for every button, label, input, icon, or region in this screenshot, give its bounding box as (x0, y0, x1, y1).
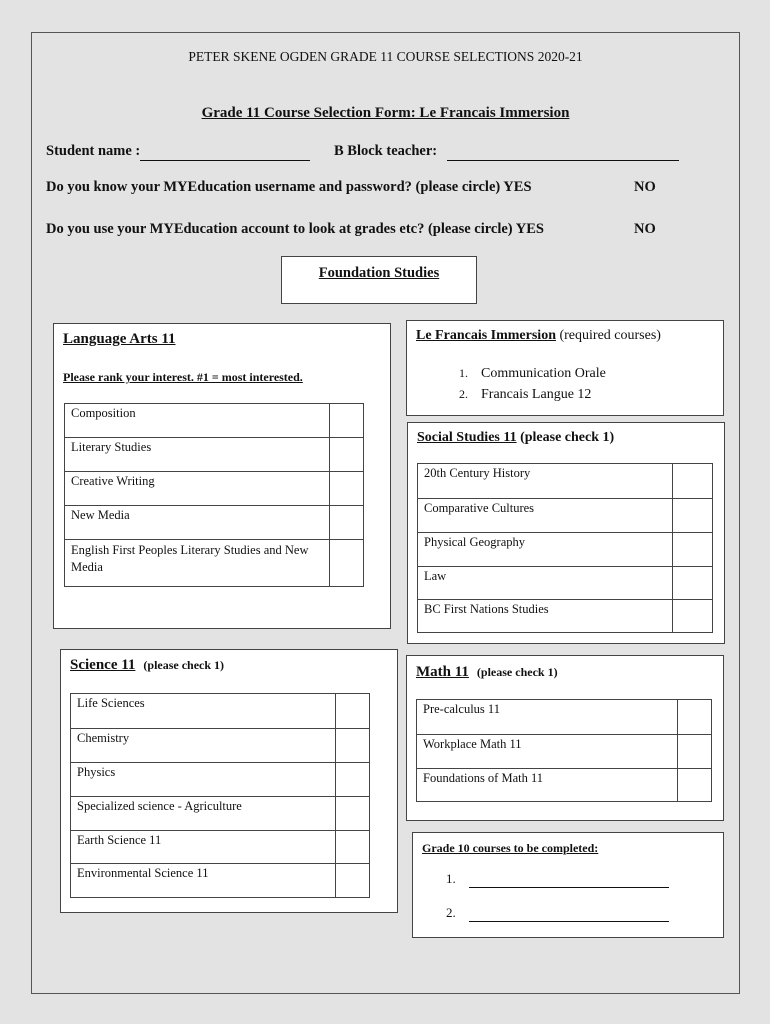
table-row (418, 600, 713, 633)
check-box[interactable] (678, 700, 712, 735)
option-label: Specialized science - Agriculture (71, 797, 336, 831)
language-arts-instruction: Please rank your interest. #1 = most interested. (63, 370, 303, 384)
option-label: Comparative Cultures (418, 499, 673, 533)
language-arts-title: Language Arts 11 (63, 331, 176, 347)
option-label: 20th Century History (418, 464, 673, 499)
question-username: Do you know your MYEducation username and password? (please circle) YES (46, 179, 532, 195)
foundation-studies-box (281, 256, 477, 304)
table-row (417, 735, 712, 769)
science-note: (please check 1) (143, 658, 225, 672)
table-row (417, 769, 712, 802)
check-box[interactable] (336, 729, 370, 763)
table-row (71, 729, 370, 763)
option-label: English First Peoples Literary Studies and New Media (65, 540, 330, 587)
check-box[interactable] (673, 533, 713, 567)
table-row (418, 567, 713, 600)
check-box[interactable] (673, 567, 713, 600)
check-box[interactable] (336, 797, 370, 831)
form-title: Grade 11 Course Selection Form: Le Francais Immersion (201, 105, 570, 121)
student-name-field[interactable] (140, 143, 310, 161)
grade10-title: Grade 10 courses to be completed: (422, 841, 599, 855)
math-heading (416, 663, 558, 681)
option-label: Workplace Math 11 (417, 735, 678, 769)
table-row (71, 831, 370, 864)
student-name-row (46, 143, 310, 161)
option-label: Earth Science 11 (71, 831, 336, 864)
student-name-label: Student name : (46, 143, 141, 159)
option-label: Physical Geography (418, 533, 673, 567)
table-row (65, 506, 364, 540)
option-label: Law (418, 567, 673, 600)
foundation-studies-title: Foundation Studies (318, 265, 440, 281)
table-row (418, 464, 713, 499)
table-row (65, 540, 364, 587)
science-box (60, 649, 398, 913)
question-username-no[interactable]: NO (634, 179, 656, 195)
check-box[interactable] (336, 831, 370, 864)
grade10-line-1[interactable] (469, 871, 669, 888)
social-studies-table (417, 463, 713, 633)
math-box (406, 655, 724, 821)
social-studies-heading (417, 430, 614, 446)
rank-box[interactable] (330, 472, 364, 506)
math-title: Math 11 (416, 664, 469, 680)
grade10-line-2[interactable] (469, 905, 669, 922)
option-label: Chemistry (71, 729, 336, 763)
social-studies-note: (please check 1) (516, 430, 615, 445)
question-grades-no[interactable]: NO (634, 221, 656, 237)
table-row (418, 533, 713, 567)
table-row (65, 438, 364, 472)
check-box[interactable] (673, 499, 713, 533)
option-label: Physics (71, 763, 336, 797)
option-label: Environmental Science 11 (71, 864, 336, 898)
teacher-field[interactable] (447, 143, 679, 161)
table-row (71, 694, 370, 729)
list-item: 2. Francais Langue 12 (459, 387, 592, 402)
option-label: Literary Studies (65, 438, 330, 472)
option-label: Composition (65, 404, 330, 438)
francais-note: (required courses) (555, 328, 661, 343)
question-grades: Do you use your MYEducation account to look at grades etc? (please circle) YES (46, 221, 544, 237)
math-table (416, 699, 712, 802)
grade10-box (412, 832, 724, 938)
check-box[interactable] (673, 600, 713, 633)
check-box[interactable] (678, 769, 712, 802)
rank-box[interactable] (330, 438, 364, 472)
list-item: 1. Communication Orale (459, 366, 606, 381)
language-arts-box (53, 323, 391, 629)
language-arts-table (64, 403, 364, 587)
form-page (31, 32, 740, 994)
table-row (71, 797, 370, 831)
option-label: Foundations of Math 11 (417, 769, 678, 802)
table-row (71, 763, 370, 797)
rank-box[interactable] (330, 540, 364, 587)
option-label: Life Sciences (71, 694, 336, 729)
table-row (418, 499, 713, 533)
teacher-label: B Block teacher: (334, 143, 438, 159)
table-row (71, 864, 370, 898)
table-row (65, 404, 364, 438)
table-row (417, 700, 712, 735)
francais-list (459, 363, 606, 405)
math-note: (please check 1) (476, 665, 558, 679)
option-label: Creative Writing (65, 472, 330, 506)
option-label: Pre-calculus 11 (417, 700, 678, 735)
francais-title: Le Francais Immersion (416, 328, 556, 343)
rank-box[interactable] (330, 404, 364, 438)
grade10-item-1: 1. (446, 871, 669, 888)
science-heading (70, 656, 224, 674)
check-box[interactable] (678, 735, 712, 769)
option-label: BC First Nations Studies (418, 600, 673, 633)
option-label: New Media (65, 506, 330, 540)
table-row (65, 472, 364, 506)
check-box[interactable] (336, 763, 370, 797)
check-box[interactable] (673, 464, 713, 499)
school-header: PETER SKENE OGDEN GRADE 11 COURSE SELECTIONS 2020-21 (188, 49, 583, 64)
francais-box (406, 320, 724, 416)
rank-box[interactable] (330, 506, 364, 540)
social-studies-title: Social Studies 11 (417, 430, 517, 445)
check-box[interactable] (336, 694, 370, 729)
grade10-item-2: 2. (446, 905, 669, 922)
francais-heading (416, 328, 661, 344)
social-studies-box (407, 422, 725, 644)
check-box[interactable] (336, 864, 370, 898)
science-title: Science 11 (70, 657, 136, 673)
teacher-row (334, 143, 679, 161)
science-table (70, 693, 370, 898)
